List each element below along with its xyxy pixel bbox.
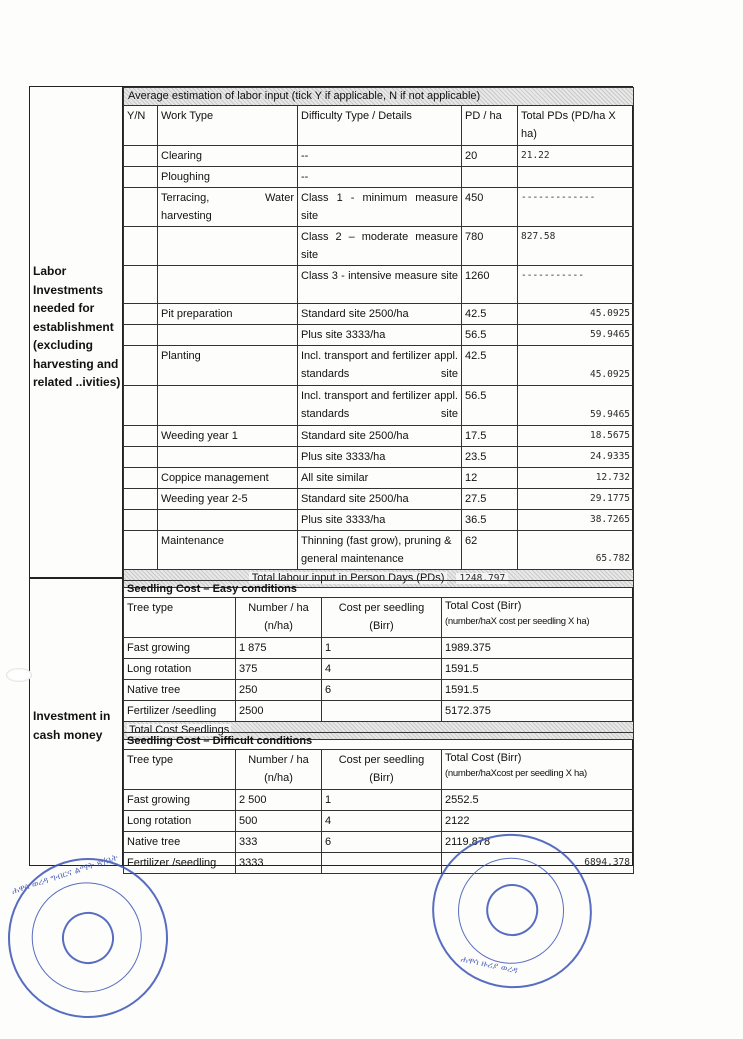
total-cost-label: Total Cost (Birr) [445, 752, 522, 764]
difficulty-cell: -- [298, 167, 462, 188]
total-cell: 21.22 [518, 146, 634, 167]
total-cost-formula: (number/haXcost per seedling X ha) [445, 768, 587, 779]
yn-cell[interactable] [124, 346, 158, 386]
work-type-cell: Ploughing [158, 167, 298, 188]
col-cost-seedling: Cost per seedling (Birr) [322, 750, 442, 790]
cost-cell: 4 [322, 811, 442, 832]
pd-cell: 20 [462, 146, 518, 167]
work-type-cell [158, 386, 298, 426]
easy-title: Seedling Cost – Easy conditions [124, 581, 634, 598]
labor-total-value: 1248.797 [456, 573, 508, 584]
punch-hole [6, 668, 32, 682]
pd-cell: 62 [462, 531, 518, 570]
pd-cell: 42.5 [462, 304, 518, 325]
pd-cell: 450 [462, 188, 518, 227]
labor-section-label: Labor Investments needed for establishment (excluding harvesting and related ..ivities) [33, 264, 121, 389]
col-tree-type: Tree type [124, 750, 236, 790]
work-type-cell: Planting [158, 346, 298, 386]
total-cell [518, 167, 634, 188]
yn-cell[interactable] [124, 447, 158, 468]
cost-cell [322, 853, 442, 874]
total-cell: 59.9465 [518, 386, 634, 426]
tree-type-cell: Long rotation [124, 659, 236, 680]
pd-cell: 23.5 [462, 447, 518, 468]
col-cost-seedling: Cost per seedling (Birr) [322, 598, 442, 638]
stamp-text: ሐዋሳ ዙሪያ ወረዳ [459, 954, 519, 977]
cost-cell: 4 [322, 659, 442, 680]
total-cell: 65.782 [518, 531, 634, 570]
tree-type-cell: Fertilizer /seedling [124, 701, 236, 722]
difficulty-cell: Standard site 2500/ha [298, 304, 462, 325]
total-cost-cell: 1591.5 [442, 659, 634, 680]
difficulty-cell: Incl. transport and fertilizer appl. standards site [298, 346, 462, 386]
total-cell: 38.7265 [518, 510, 634, 531]
total-cost-cell: 1989.375 [442, 638, 634, 659]
cost-cell: 6 [322, 680, 442, 701]
seedling-easy-table [123, 580, 634, 740]
pd-cell: 56.5 [462, 386, 518, 426]
col-yn: Y/N [124, 106, 158, 146]
col-difficulty: Difficulty Type / Details [298, 106, 462, 146]
total-cost-cell: 5172.375 [442, 701, 634, 722]
col-work-type: Work Type [158, 106, 298, 146]
tree-type-cell: Fast growing [124, 638, 236, 659]
work-type-cell: Maintenance [158, 531, 298, 570]
total-cost-formula: (number/haX cost per seedling X ha) [445, 616, 590, 627]
yn-cell[interactable] [124, 426, 158, 447]
yn-cell[interactable] [124, 325, 158, 346]
labor-table [123, 87, 634, 588]
yn-cell[interactable] [124, 468, 158, 489]
difficulty-cell: Class 1 - minimum measure site [298, 188, 462, 227]
col-pd-ha: PD / ha [462, 106, 518, 146]
cost-cell: 1 [322, 638, 442, 659]
work-type-cell [158, 266, 298, 304]
pd-cell: 780 [462, 227, 518, 266]
work-type-cell: Terracing, Water harvesting [158, 188, 298, 227]
yn-cell[interactable] [124, 188, 158, 227]
total-cell: ----------- [518, 266, 634, 304]
total-cost-cell: 2122 [442, 811, 634, 832]
pd-cell: 36.5 [462, 510, 518, 531]
work-type-cell [158, 510, 298, 531]
col-total-cost [442, 750, 634, 790]
col-total-cost [442, 598, 634, 638]
yn-cell[interactable] [124, 266, 158, 304]
yn-cell[interactable] [124, 531, 158, 570]
labor-header-title: Average estimation of labor input (tick Y if applicable, N if not applicable) [124, 88, 634, 106]
work-type-cell: Weeding year 1 [158, 426, 298, 447]
total-cell: 24.9335 [518, 447, 634, 468]
number-cell: 2 500 [236, 790, 322, 811]
work-type-cell [158, 325, 298, 346]
difficulty-cell: Class 2 – moderate measure site [298, 227, 462, 266]
number-cell: 333 [236, 832, 322, 853]
difficulty-cell: Standard site 2500/ha [298, 426, 462, 447]
difficulty-cell: Plus site 3333/ha [298, 510, 462, 531]
pd-cell: 1260 [462, 266, 518, 304]
total-cell: 18.5675 [518, 426, 634, 447]
pd-cell: 27.5 [462, 489, 518, 510]
yn-cell[interactable] [124, 304, 158, 325]
difficulty-cell: Thinning (fast grow), pruning & general maintenance [298, 531, 462, 570]
yn-cell[interactable] [124, 386, 158, 426]
tree-type-cell: Native tree [124, 832, 236, 853]
yn-cell[interactable] [124, 489, 158, 510]
number-cell: 1 875 [236, 638, 322, 659]
difficulty-cell: -- [298, 146, 462, 167]
difficult-title: Seedling Cost – Difficult conditions [124, 733, 634, 750]
yn-cell[interactable] [124, 167, 158, 188]
number-cell: 250 [236, 680, 322, 701]
work-type-cell: Weeding year 2-5 [158, 489, 298, 510]
cash-section-label: Investment in cash money [33, 709, 111, 742]
total-cost-cell: 6894.378 [442, 853, 634, 874]
number-cell: 375 [236, 659, 322, 680]
difficulty-cell: Plus site 3333/ha [298, 447, 462, 468]
col-total-pds: Total PDs (PD/ha X ha) [518, 106, 634, 146]
total-cell: 59.9465 [518, 325, 634, 346]
difficulty-cell: All site similar [298, 468, 462, 489]
cost-cell [322, 701, 442, 722]
pd-cell: 12 [462, 468, 518, 489]
total-cost-label: Total Cost (Birr) [445, 600, 522, 612]
tree-type-cell: Long rotation [124, 811, 236, 832]
work-type-cell [158, 227, 298, 266]
work-type-cell [158, 447, 298, 468]
cost-cell: 6 [322, 832, 442, 853]
total-cost-cell: 2119.878 [442, 832, 634, 853]
number-cell: 2500 [236, 701, 322, 722]
total-cost-cell: 2552.5 [442, 790, 634, 811]
tree-type-cell: Native tree [124, 680, 236, 701]
col-number-ha: Number / ha (n/ha) [236, 750, 322, 790]
total-cell: 29.1775 [518, 489, 634, 510]
work-type-cell: Coppice management [158, 468, 298, 489]
pd-cell: 56.5 [462, 325, 518, 346]
yn-cell[interactable] [124, 227, 158, 266]
difficulty-cell: Class 3 - intensive measure site [298, 266, 462, 304]
work-type-cell: Clearing [158, 146, 298, 167]
difficulty-cell: Incl. transport and fertilizer appl. standards site [298, 386, 462, 426]
labor-total-label: Total labour input in Person Days (PDs) [249, 572, 448, 584]
cost-cell: 1 [322, 790, 442, 811]
total-cell: 45.0925 [518, 304, 634, 325]
tree-type-cell: Fast growing [124, 790, 236, 811]
difficulty-cell: Standard site 2500/ha [298, 489, 462, 510]
total-cell: ------------- [518, 188, 634, 227]
yn-cell[interactable] [124, 510, 158, 531]
yn-cell[interactable] [124, 146, 158, 167]
total-cost-cell: 1591.5 [442, 680, 634, 701]
tree-type-cell: Fertilizer /seedling [124, 853, 236, 874]
work-type-cell: Pit preparation [158, 304, 298, 325]
difficulty-cell: Plus site 3333/ha [298, 325, 462, 346]
col-tree-type: Tree type [124, 598, 236, 638]
col-number-ha: Number / ha (n/ha) [236, 598, 322, 638]
total-cell: 45.0925 [518, 346, 634, 386]
total-cell: 827.58 [518, 227, 634, 266]
total-cost-seedlings-label: Total Cost Seedlings [129, 724, 230, 736]
number-cell: 500 [236, 811, 322, 832]
pd-cell [462, 167, 518, 188]
number-cell: 3333 [236, 853, 322, 874]
total-cell: 12.732 [518, 468, 634, 489]
pd-cell: 42.5 [462, 346, 518, 386]
stamp-text: ሐዋሳ ወረዳ ግብርና ልማት ጽ/ቤት [10, 853, 120, 897]
pd-cell: 17.5 [462, 426, 518, 447]
